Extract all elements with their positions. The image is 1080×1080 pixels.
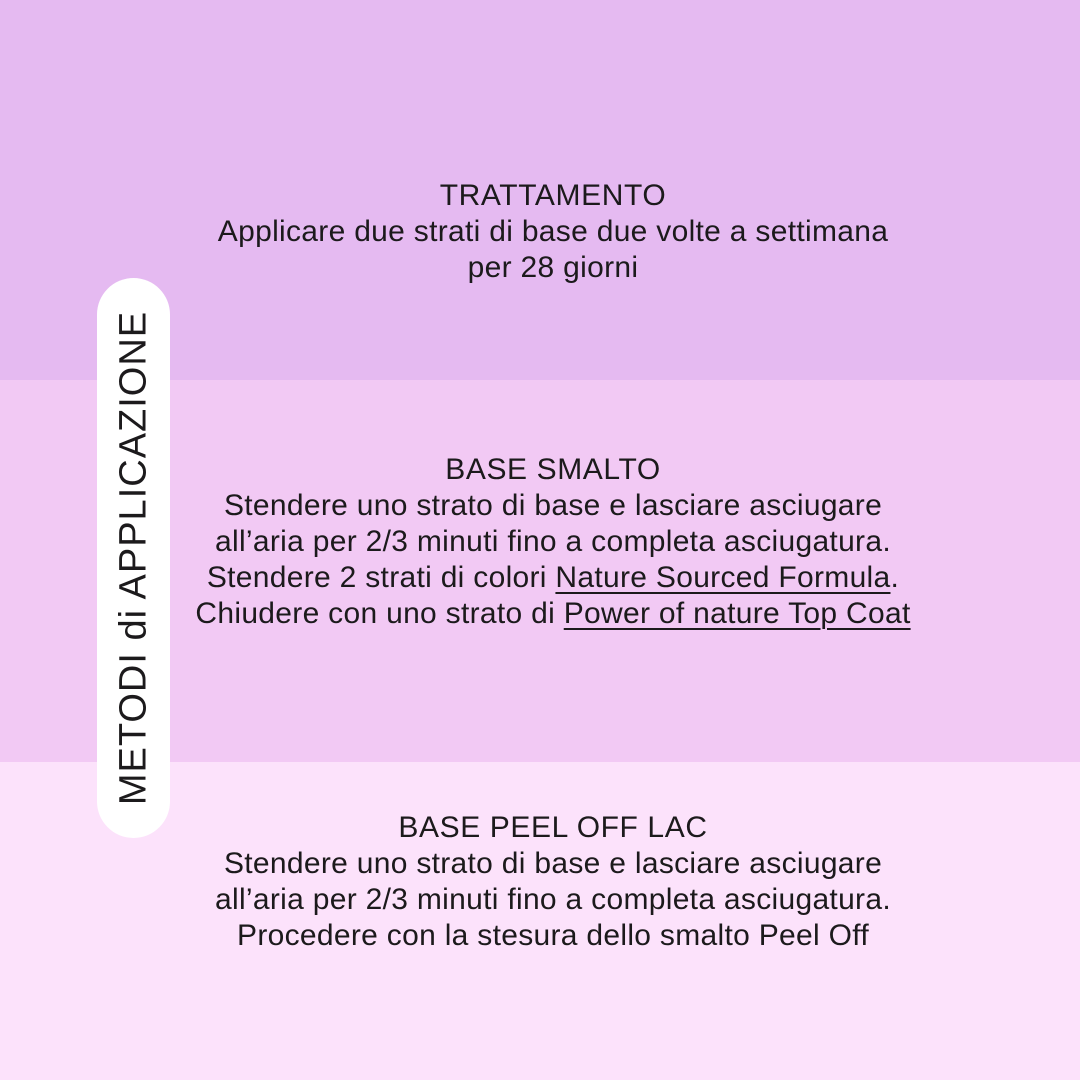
section-line [138, 560, 968, 596]
section-line: Stendere uno strato di base e lasciare asciugare [223, 847, 883, 880]
line-segment: Chiudere con uno strato di [195, 597, 564, 630]
base-peel-off-text-block [138, 810, 968, 954]
vertical-label-pill [97, 278, 170, 838]
line-segment: Stendere 2 strati di colori [206, 561, 556, 594]
underlined-product-name: Power of nature Top Coat [563, 597, 911, 630]
section-title: BASE PEEL OFF LAC [398, 811, 708, 844]
line-segment: . [890, 561, 900, 594]
section-line [138, 596, 968, 632]
section-line: all’aria per 2/3 minuti fino a completa asciugatura. [215, 525, 891, 558]
section-line: per 28 giorni [467, 251, 639, 284]
section-line: all’aria per 2/3 minuti fino a completa asciugatura. [215, 883, 891, 916]
section-line: Procedere con la stesura dello smalto Peel Off [237, 919, 869, 952]
section-line: Stendere uno strato di base e lasciare asciugare [223, 489, 883, 522]
underlined-product-name: Nature Sourced Formula [555, 561, 891, 594]
trattamento-text-block [138, 178, 968, 286]
base-smalto-text-block [138, 452, 968, 632]
section-title: TRATTAMENTO [439, 179, 667, 212]
section-line: Applicare due strati di base due volte a settimana [217, 215, 889, 248]
section-title: BASE SMALTO [445, 453, 661, 486]
vertical-label: METODI di APPLICAZIONE [112, 310, 154, 806]
